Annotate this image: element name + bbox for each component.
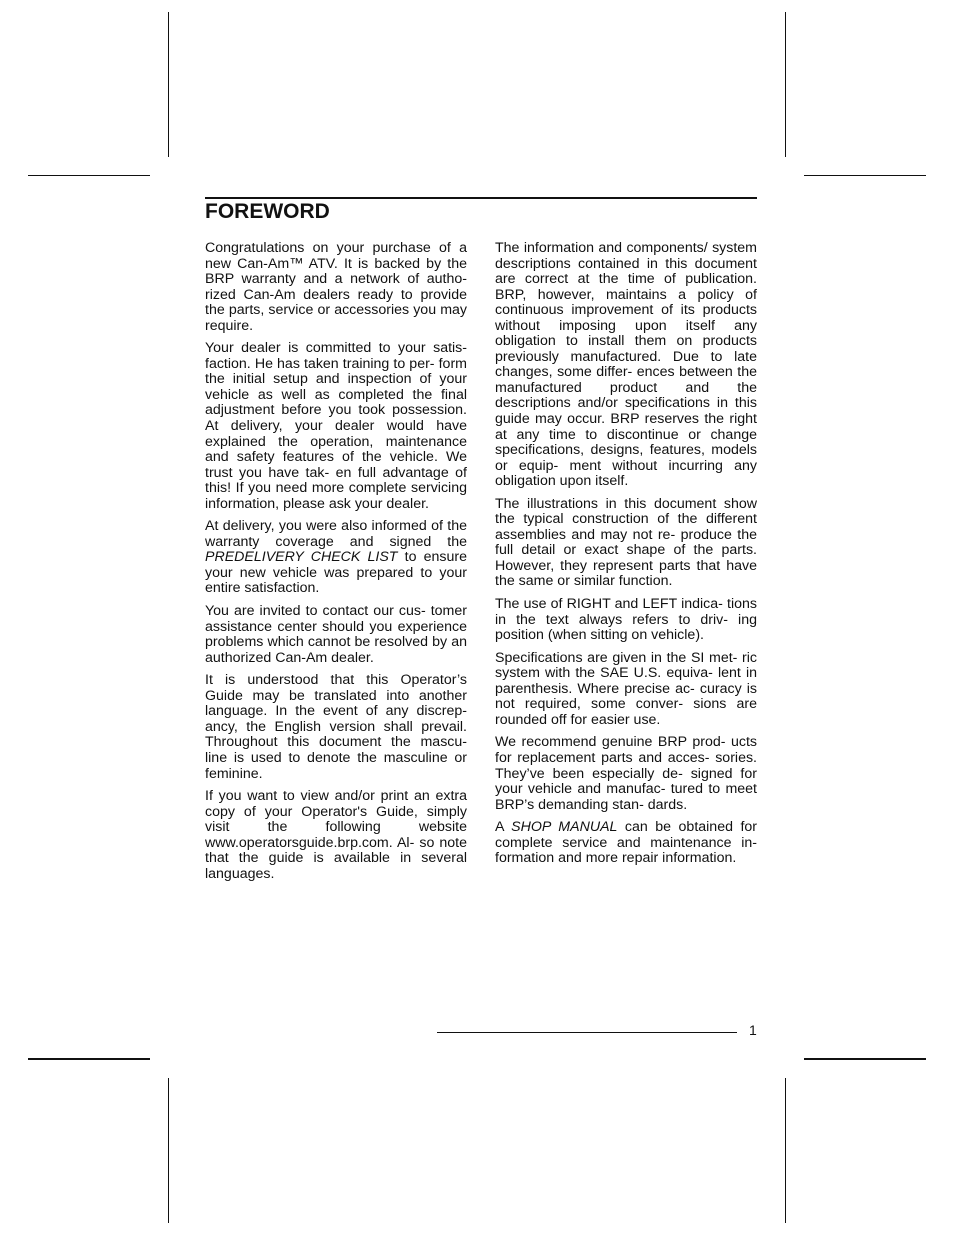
paragraph: Your dealer is committed to your satis- faction. He has taken training to per- form the initial setup and inspection of your vehicle as well as completed the final adjustment before you took possession. At delivery, your dealer would have explained the operation, maintenance and safety features of the vehicle. We trust you have tak- en full advantage of this! If you need more complete servicing information, please ask your dealer. — [205, 340, 467, 512]
crop-mark-top-left-horizontal — [28, 175, 150, 176]
paragraph: The illustrations in this document show the typical construction of the different assemblies and may not re- produce the full detail or exact shape of the parts. However, they represent parts that have the same or similar function. — [495, 495, 757, 590]
paragraph — [495, 820, 757, 867]
paragraph: The use of RIGHT and LEFT indica- tions in the text always refers to driv- ing position (when sitting on vehicle). — [495, 596, 757, 644]
crop-mark-top-right-vertical — [785, 12, 786, 157]
shop-manual-title: SHOP MANUAL — [511, 819, 618, 836]
right-column — [495, 241, 757, 874]
crop-mark-top-right-horizontal — [804, 175, 926, 176]
crop-mark-bottom-right-horizontal — [804, 1058, 926, 1060]
page-title: FOREWORD — [205, 200, 330, 223]
text-run: If you want to view and/or print an extra copy of your Operator's Guide, simply visit the following website — [205, 788, 467, 836]
page-number: 1 — [749, 1022, 757, 1038]
footer-rule — [437, 1032, 737, 1033]
paragraph — [205, 789, 467, 882]
crop-mark-bottom-left-vertical — [168, 1078, 169, 1223]
paragraph: You are invited to contact our cus- tomer assistance center should you experience problems which cannot be resolved by an authorized Can-Am dealer. — [205, 603, 467, 666]
paragraph — [205, 519, 467, 597]
paragraph: We recommend genuine BRP prod- ucts for replacement parts and acces- sories. They’ve been especially de- signed for your vehicle and manufac- tured to meet BRP’s demanding stan- dards. — [495, 734, 757, 813]
text-run: to ensure your new vehicle was prepared to your entire satisfaction. — [205, 549, 467, 597]
website-link[interactable]: www.operatorsguide.brp.com — [205, 834, 389, 851]
title-rule — [205, 197, 757, 199]
text-run: At delivery, you were also informed of the warranty coverage and signed the — [205, 518, 467, 550]
paragraph: Specifications are given in the SI met- ric system with the SAE U.S. equiva- lent in parenthesis. Where precise ac- curacy is not required, some conver- sions are rounded off for easier use. — [495, 649, 757, 728]
text-run: can be obtained for complete service and maintenance in- formation and more repair information. — [495, 819, 758, 867]
crop-mark-bottom-left-horizontal — [28, 1058, 150, 1060]
crop-mark-bottom-right-vertical — [785, 1078, 786, 1223]
paragraph: It is understood that this Operator’s Guide may be translated into another language. In the event of any discrep- ancy, the English version shall prevail. Throughout this document the mascu- line is used to denote the masculine or feminine. — [205, 672, 467, 782]
left-column — [205, 241, 467, 889]
paragraph: Congratulations on your purchase of a new Can-Am™ ATV. It is backed by the BRP warranty and a network of autho- rized Can-Am dealers ready to provide the parts, service or accessories you may require. — [205, 240, 467, 334]
text-run: A — [495, 819, 512, 836]
paragraph: The information and components/ system descriptions contained in this document are correct at the time of publication. BRP, however, maintains a policy of continuous improvement of its products without imposing upon itself any obligation to install them on products previously manufactured. Due to late changes, some differ- ences between the manufactured product and the descriptions and/or specifications in this guide may occur. BRP reserves the right at any time to discontinue or change specifications, designs, features, models or equip- ment without incurring any obligation upon itself. — [495, 240, 757, 490]
crop-mark-top-left-vertical — [168, 12, 169, 157]
text-run: . Al- so note that the guide is available in several languages. — [205, 834, 467, 882]
checklist-title: PREDELIVERY CHECK LIST — [205, 549, 398, 566]
